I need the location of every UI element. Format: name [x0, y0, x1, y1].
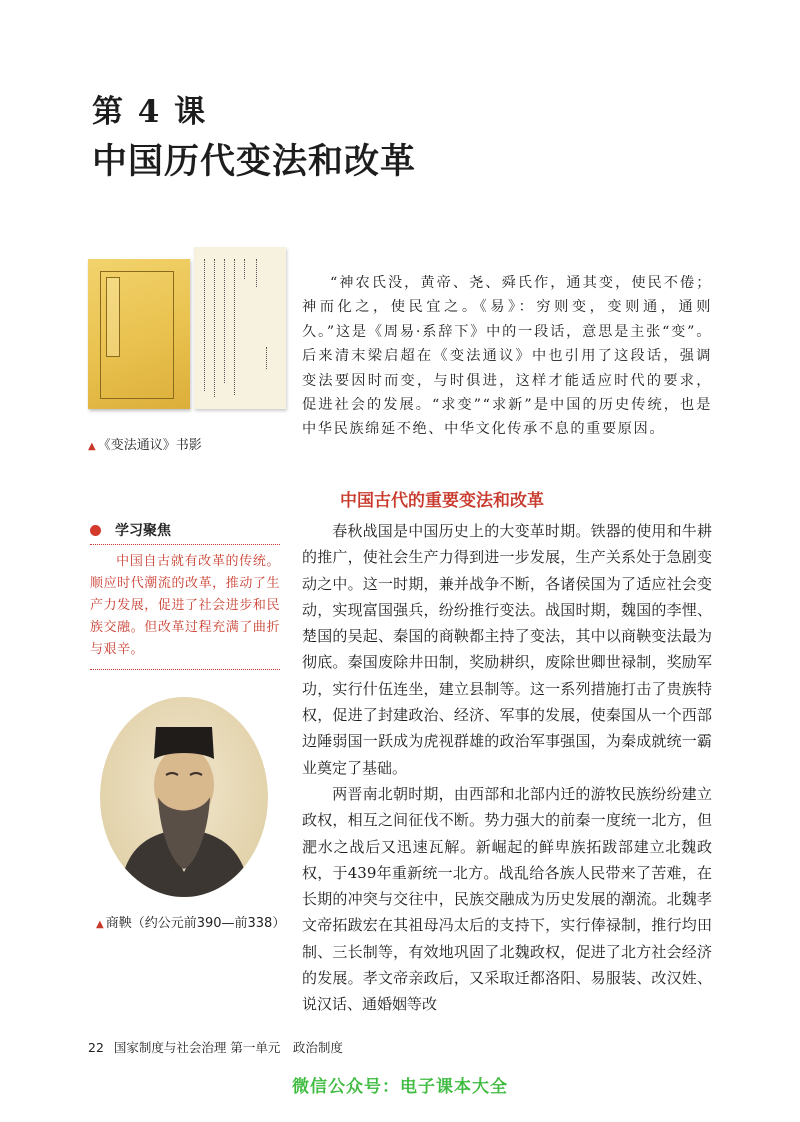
page-footer [88, 1038, 343, 1056]
main-body-text [302, 518, 712, 1018]
triangle-marker-icon: ▲ [88, 441, 96, 452]
lesson-title: 中国历代变法和改革 [92, 141, 417, 182]
shang-yang-portrait [100, 697, 268, 897]
learning-focus-text: 中国自古就有改革的传统。顺应时代潮流的改革，推动了生产力发展，促进了社会进步和民族交融。但改革过程充满了曲折与艰辛。 [90, 551, 280, 670]
lesson-number: 第 4 课 [92, 94, 208, 130]
learning-focus-title: 学习聚焦 [115, 523, 171, 539]
page-number: 22 [88, 1040, 104, 1055]
body-paragraph: 两晋南北朝时期，由西部和北部内迁的游牧民族纷纷建立政权，相互之间征伐不断。势力强大的前秦一度统一北方，但淝水之战后又迅速瓦解。新崛起的鲜卑族拓跋部建立北魏政权，于439年重新统一北方。战乱给各族人民带来了苦难，在长期的冲突与交往中，民族交融成为历史发展的潮流。北魏孝文帝拓跋宏在其祖母冯太后的支持下，实行俸禄制，推行均田制、三长制等，有效地巩固了北魏政权，促进了北方社会经济的发展。孝文帝亲政后，又采取迁都洛阳、易服装、改汉姓、说汉话、通婚姻等改 [302, 784, 712, 1014]
watermark-text: 微信公众号：电子课本大全 [292, 1077, 508, 1097]
book-caption: ▲ 《变法通议》书影 [88, 438, 202, 453]
red-dot-icon [90, 525, 101, 536]
book-open-page [194, 247, 286, 409]
learning-focus-box [90, 520, 280, 670]
book-image [88, 247, 288, 417]
book-cover [88, 259, 190, 409]
section-heading: 中国古代的重要变法和改革 [340, 491, 544, 511]
portrait-caption: ▲ 商鞅（约公元前390—前338） [96, 916, 286, 931]
triangle-marker-icon: ▲ [96, 919, 104, 930]
body-paragraph: 春秋战国是中国历史上的大变革时期。铁器的使用和牛耕的推广，使社会生产力得到进一步发展，生产关系处于急剧变动之中。这一时期，兼并战争不断，各诸侯国为了适应社会变动，实现富国强兵，纷纷推行变法。战国时期，魏国的李悝、楚国的吴起、秦国的商鞅都主持了变法，其中以商鞅变法最为彻底。秦国废除井田制，奖励耕织，废除世卿世禄制，奖励军功，实行什伍连坐，建立县制等。这一系列措施打击了贵族特权，促进了封建政治、经济、军事的发展，使秦国从一个西部边陲弱国一跃成为虎视群雄的政治军事强国，为秦成就统一霸业奠定了基础。 [302, 522, 712, 777]
book-info: 国家制度与社会治理 第一单元 政治制度 [113, 1040, 343, 1055]
intro-paragraph: “神农氏没，黄帝、尧、舜氏作，通其变，使民不倦；神而化之，使民宜之。《易》：穷则变，变则通，通则久。”这是《周易·系辞下》中的一段话，意思是主张“变”。后来清末梁启超在《变法通议》中也引用了这段话，强调变法要因时而变，与时俱进，这样才能适应时代的要求，促进社会的发展。“求变”“求新”是中国的历史传统，也是中华民族绵延不绝、中华文化传承不息的重要原因。 [302, 275, 712, 438]
